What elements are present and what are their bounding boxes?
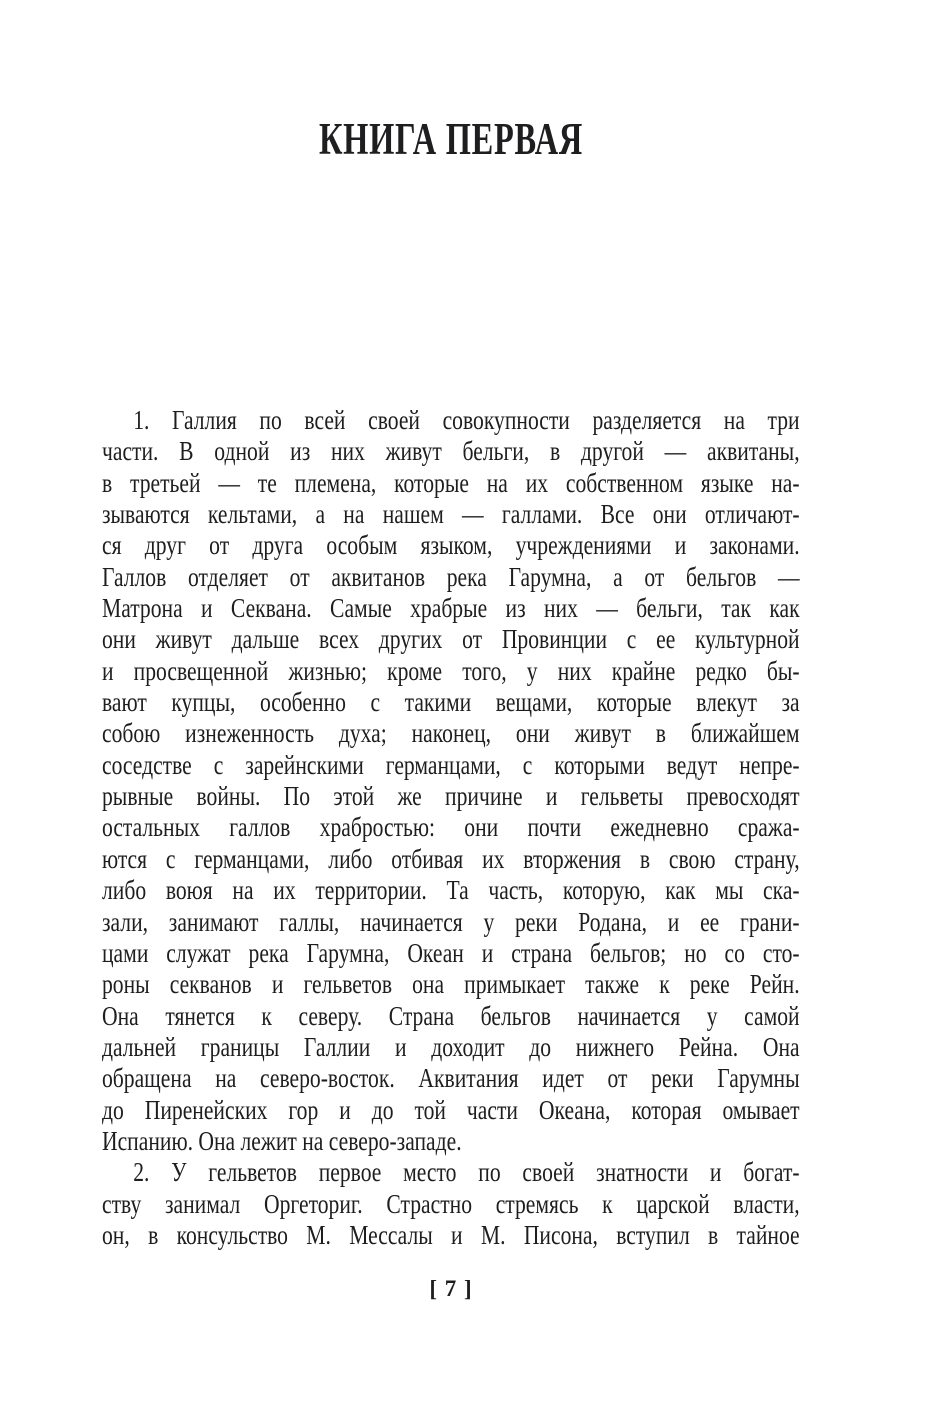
text-line: он, в консульство М. Мессалы и М. Писона, вступил в тайное bbox=[102, 1219, 800, 1250]
text-line: до Пиренейских гор и до той части Океана, которая омывает bbox=[102, 1094, 800, 1125]
text-line: ству занимал Оргеториг. Страстно стремясь к царской власти, bbox=[102, 1188, 800, 1219]
text-line: они живут дальше всех других от Провинции с ее культурной bbox=[102, 624, 800, 655]
text-line: Она тянется к северу. Страна бельгов начинается у самой bbox=[102, 1000, 800, 1031]
text-line: вают купцы, особенно с такими вещами, которые влекут за bbox=[102, 687, 800, 718]
text-line: цами служат река Гарумна, Океан и страна бельгов; но со сто- bbox=[102, 937, 800, 968]
text-line: собою изнеженность духа; наконец, они живут в ближайшем bbox=[102, 718, 800, 749]
text-line: части. В одной из них живут бельги, в другой — аквитаны, bbox=[102, 436, 800, 467]
text-line: ся друг от друга особым языком, учреждениями и законами. bbox=[102, 530, 800, 561]
text-line: Испанию. Она лежит на северо-западе. bbox=[102, 1125, 462, 1156]
text-line: зали, занимают галлы, начинается у реки Родана, и ее грани- bbox=[102, 906, 800, 937]
text-line: соседстве с зарейнскими германцами, с которыми ведут непре- bbox=[102, 749, 800, 780]
page-number: [ 7 ] bbox=[429, 1276, 473, 1301]
chapter-title: КНИГА ПЕРВАЯ bbox=[318, 114, 584, 164]
text-line: обращена на северо-восток. Аквитания идет от реки Гарумны bbox=[102, 1063, 800, 1094]
text-line: Галлов отделяет от аквитанов река Гарумна, а от бельгов — bbox=[102, 561, 800, 592]
text-line: 1. Галлия по всей своей совокупности разделяется на три bbox=[133, 405, 800, 435]
text-line: зываются кельтами, а на нашем — галлами. Все они отличают- bbox=[102, 499, 800, 530]
text-line: рывные войны. По этой же причине и гельветы превосходят bbox=[102, 781, 800, 812]
text-line: ются с германцами, либо отбивая их вторжения в свою страну, bbox=[102, 843, 800, 874]
text-line: роны секванов и гельветов она примыкает также к реке Рейн. bbox=[102, 969, 800, 1000]
text-line: дальней границы Галлии и доходит до нижнего Рейна. Она bbox=[102, 1031, 800, 1062]
body-text bbox=[102, 405, 800, 1251]
text-line: остальных галлов храбростью: они почти ежедневно сража- bbox=[102, 812, 800, 843]
text-line: 2. У гельветов первое место по своей знатности и богат- bbox=[133, 1157, 800, 1188]
text-line: Матрона и Секвана. Самые храбрые из них — бельги, так как bbox=[102, 593, 800, 624]
text-line: и просвещенной жизнью; кроме того, у них крайне редко бы- bbox=[102, 655, 800, 686]
text-line: либо воюя на их территории. Та часть, которую, как мы ска- bbox=[102, 875, 800, 906]
text-line: в третьей — те племена, которые на их собственном языке на- bbox=[102, 467, 800, 498]
